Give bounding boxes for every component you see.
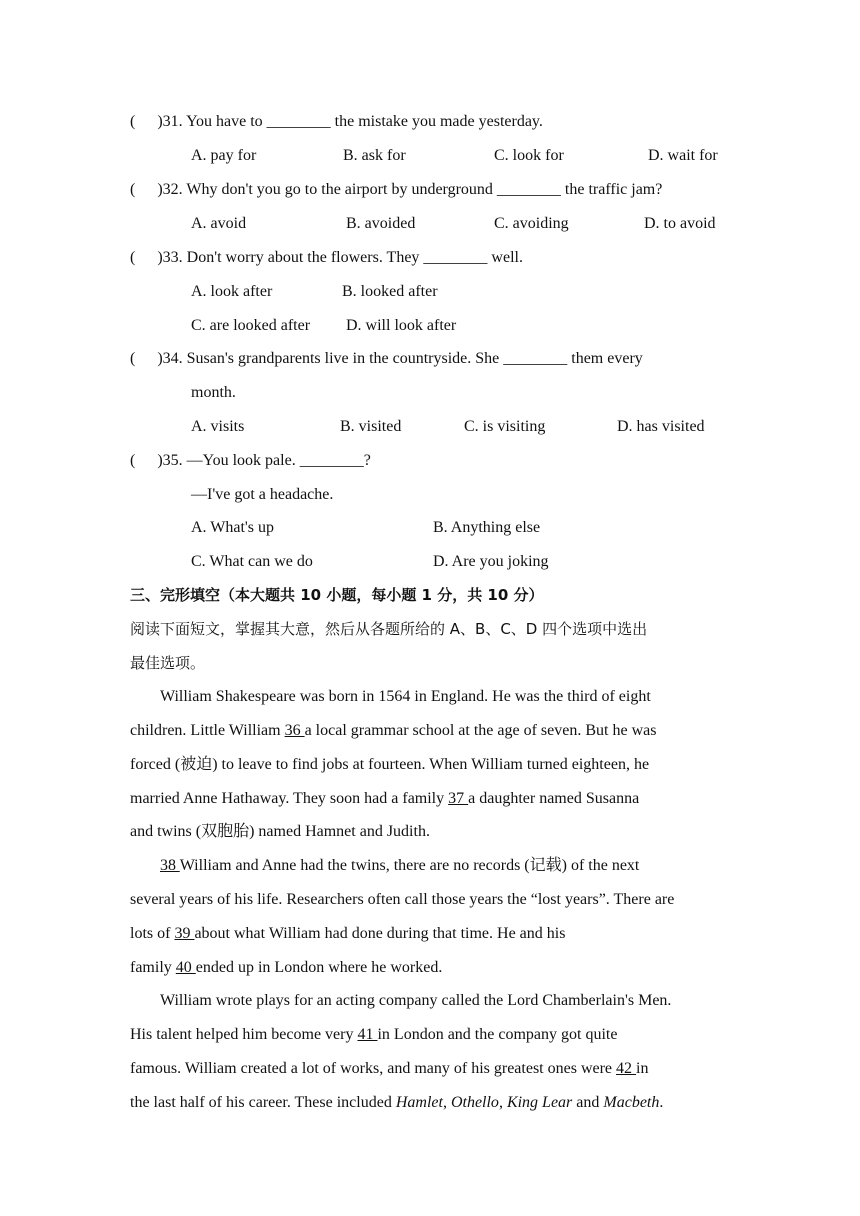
answer-bracket[interactable]: ( xyxy=(130,452,136,469)
passage-line: lots of 39 about what William had done during that time. He and his xyxy=(130,925,566,942)
option-c[interactable]: C. are looked after xyxy=(191,317,311,334)
question-stem: )33. Don't worry about the flowers. They ________ well. xyxy=(157,249,523,266)
option-b[interactable]: B. avoided xyxy=(346,215,416,232)
option-b[interactable]: B. visited xyxy=(340,418,402,435)
passage-line: family 40 ended up in London where he worked. xyxy=(130,959,443,976)
option-b[interactable]: B. ask for xyxy=(343,147,406,164)
passage-line: the last half of his career. These included Hamlet, Othello, King Lear and Macbeth. xyxy=(130,1094,664,1111)
passage-line: famous. William created a lot of works, and many of his greatest ones were 42 in xyxy=(130,1060,649,1077)
option-c[interactable]: C. avoiding xyxy=(494,215,569,232)
blank-40[interactable]: 40 xyxy=(175,959,196,976)
blank-36[interactable]: 36 xyxy=(284,722,305,739)
passage-line: William Shakespeare was born in 1564 in England. He was the third of eight xyxy=(160,688,651,705)
option-d[interactable]: D. has visited xyxy=(617,418,705,435)
question-stem-continued: —I've got a headache. xyxy=(191,486,334,503)
passage-line: 38 William and Anne had the twins, there are no records (记载) of the next xyxy=(160,857,640,874)
passage-line: several years of his life. Researchers often call those years the “lost years”. There are xyxy=(130,891,675,908)
blank-41[interactable]: 41 xyxy=(357,1026,378,1043)
question-stem-continued: month. xyxy=(191,384,236,401)
section-title: 三、完形填空（本大题共 10 小题，每小题 1 分，共 10 分） xyxy=(130,586,544,604)
question-stem: )35. —You look pale. ________? xyxy=(157,452,371,469)
option-a[interactable]: A. pay for xyxy=(191,147,257,164)
passage-line: married Anne Hathaway. They soon had a family 37 a daughter named Susanna xyxy=(130,790,640,807)
play-title: Hamlet xyxy=(395,1094,443,1111)
option-d[interactable]: D. will look after xyxy=(346,317,457,334)
answer-bracket[interactable]: ( xyxy=(130,350,136,367)
question-32 xyxy=(130,180,662,200)
passage-line: and twins (双胞胎) named Hamnet and Judith. xyxy=(130,823,430,840)
question-35 xyxy=(130,451,371,471)
option-d[interactable]: D. Are you joking xyxy=(433,553,549,570)
option-d[interactable]: D. wait for xyxy=(648,147,718,164)
question-stem: )32. Why don't you go to the airport by underground ________ the traffic jam? xyxy=(157,181,663,198)
answer-bracket[interactable]: ( xyxy=(130,113,136,130)
question-33 xyxy=(130,248,523,268)
option-b[interactable]: B. looked after xyxy=(342,283,438,300)
option-a[interactable]: A. look after xyxy=(191,283,273,300)
play-title: Othello xyxy=(450,1094,499,1111)
passage-line: children. Little William 36 a local grammar school at the age of seven. But he was xyxy=(130,722,657,739)
blank-39[interactable]: 39 xyxy=(174,925,195,942)
section-instruction: 阅读下面短文，掌握其大意，然后从各题所给的 A、B、C、D 四个选项中选出 xyxy=(130,620,648,638)
play-title: Macbeth xyxy=(603,1094,660,1111)
answer-bracket[interactable]: ( xyxy=(130,249,136,266)
option-a[interactable]: A. visits xyxy=(191,418,245,435)
question-34 xyxy=(130,349,643,369)
option-c[interactable]: C. What can we do xyxy=(191,553,313,570)
question-stem: )34. Susan's grandparents live in the countryside. She ________ them every xyxy=(157,350,643,367)
blank-42[interactable]: 42 xyxy=(616,1060,637,1077)
option-c[interactable]: C. is visiting xyxy=(464,418,546,435)
blank-38[interactable]: 38 xyxy=(160,857,180,874)
question-31 xyxy=(130,112,543,132)
option-b[interactable]: B. Anything else xyxy=(433,519,541,536)
blank-37[interactable]: 37 xyxy=(448,790,469,807)
option-a[interactable]: A. avoid xyxy=(191,215,247,232)
section-instruction-continued: 最佳选项。 xyxy=(130,654,206,672)
option-d[interactable]: D. to avoid xyxy=(644,215,716,232)
passage-line: His talent helped him become very 41 in London and the company got quite xyxy=(130,1026,618,1043)
passage-line: William wrote plays for an acting company called the Lord Chamberlain's Men. xyxy=(160,992,672,1009)
option-a[interactable]: A. What's up xyxy=(191,519,275,536)
option-c[interactable]: C. look for xyxy=(494,147,564,164)
passage-line: forced (被迫) to leave to find jobs at fourteen. When William turned eighteen, he xyxy=(130,756,650,773)
answer-bracket[interactable]: ( xyxy=(130,181,136,198)
question-stem: )31. You have to ________ the mistake you made yesterday. xyxy=(157,113,543,130)
play-title: King Lear xyxy=(506,1094,573,1111)
